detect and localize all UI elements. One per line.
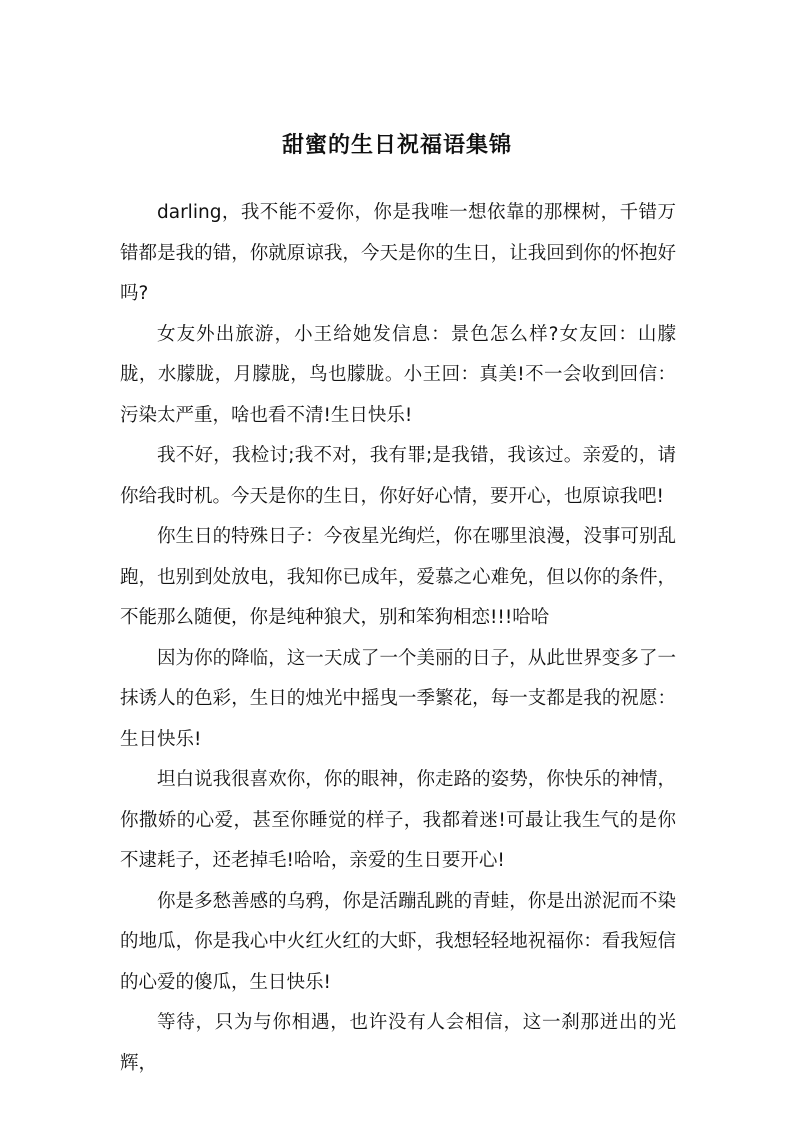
paragraph: 坦白说我很喜欢你，你的眼神，你走路的姿势，你快乐的神情，你撒娇的心爱，甚至你睡觉的样子，我都着迷!可最让我生气的是你不逮耗子，还老掉毛!哈哈，亲爱的生日要开心! — [120, 769, 676, 871]
paragraph: 因为你的降临，这一天成了一个美丽的日子，从此世界变多了一抹诱人的色彩，生日的烛光中摇曳一季繁花，每一支都是我的祝愿：生日快乐! — [120, 647, 676, 750]
paragraph: 你生日的特殊日子：今夜星光绚烂，你在哪里浪漫，没事可别乱跑，也别到处放电，我知你已成年，爱慕之心难免，但以你的条件，不能那么随便，你是纯种狼犬，别和笨狗相恋!!!哈哈 — [120, 526, 676, 628]
paragraph: 你是多愁善感的乌鸦，你是活蹦乱跳的青蛙，你是出淤泥而不染的地瓜，你是我心中火红火红的大虾，我想轻轻地祝福你：看我短信的心爱的傻瓜，生日快乐! — [120, 890, 676, 993]
document-title: 甜蜜的生日祝福语集锦 — [281, 132, 512, 158]
paragraph: 我不好，我检讨;我不对，我有罪;是我错，我该过。亲爱的，请你给我时机。今天是你的生日，你好好心情，要开心，也原谅我吧! — [120, 445, 676, 507]
paragraph: 等待，只为与你相遇，也许没有人会相信，这一刹那迸出的光辉， — [120, 1012, 676, 1074]
paragraph: darling，我不能不爱你，你是我唯一想依靠的那棵树，千错万错都是我的错，你就原谅我，今天是你的生日，让我回到你的怀抱好吗? — [120, 202, 676, 304]
document-body — [120, 193, 676, 1084]
paragraph: 女友外出旅游，小王给她发信息：景色怎么样?女友回：山朦胧，水朦胧，月朦胧，鸟也朦胧。小王回：真美!不一会收到回信：污染太严重，啥也看不清!生日快乐! — [120, 323, 676, 426]
